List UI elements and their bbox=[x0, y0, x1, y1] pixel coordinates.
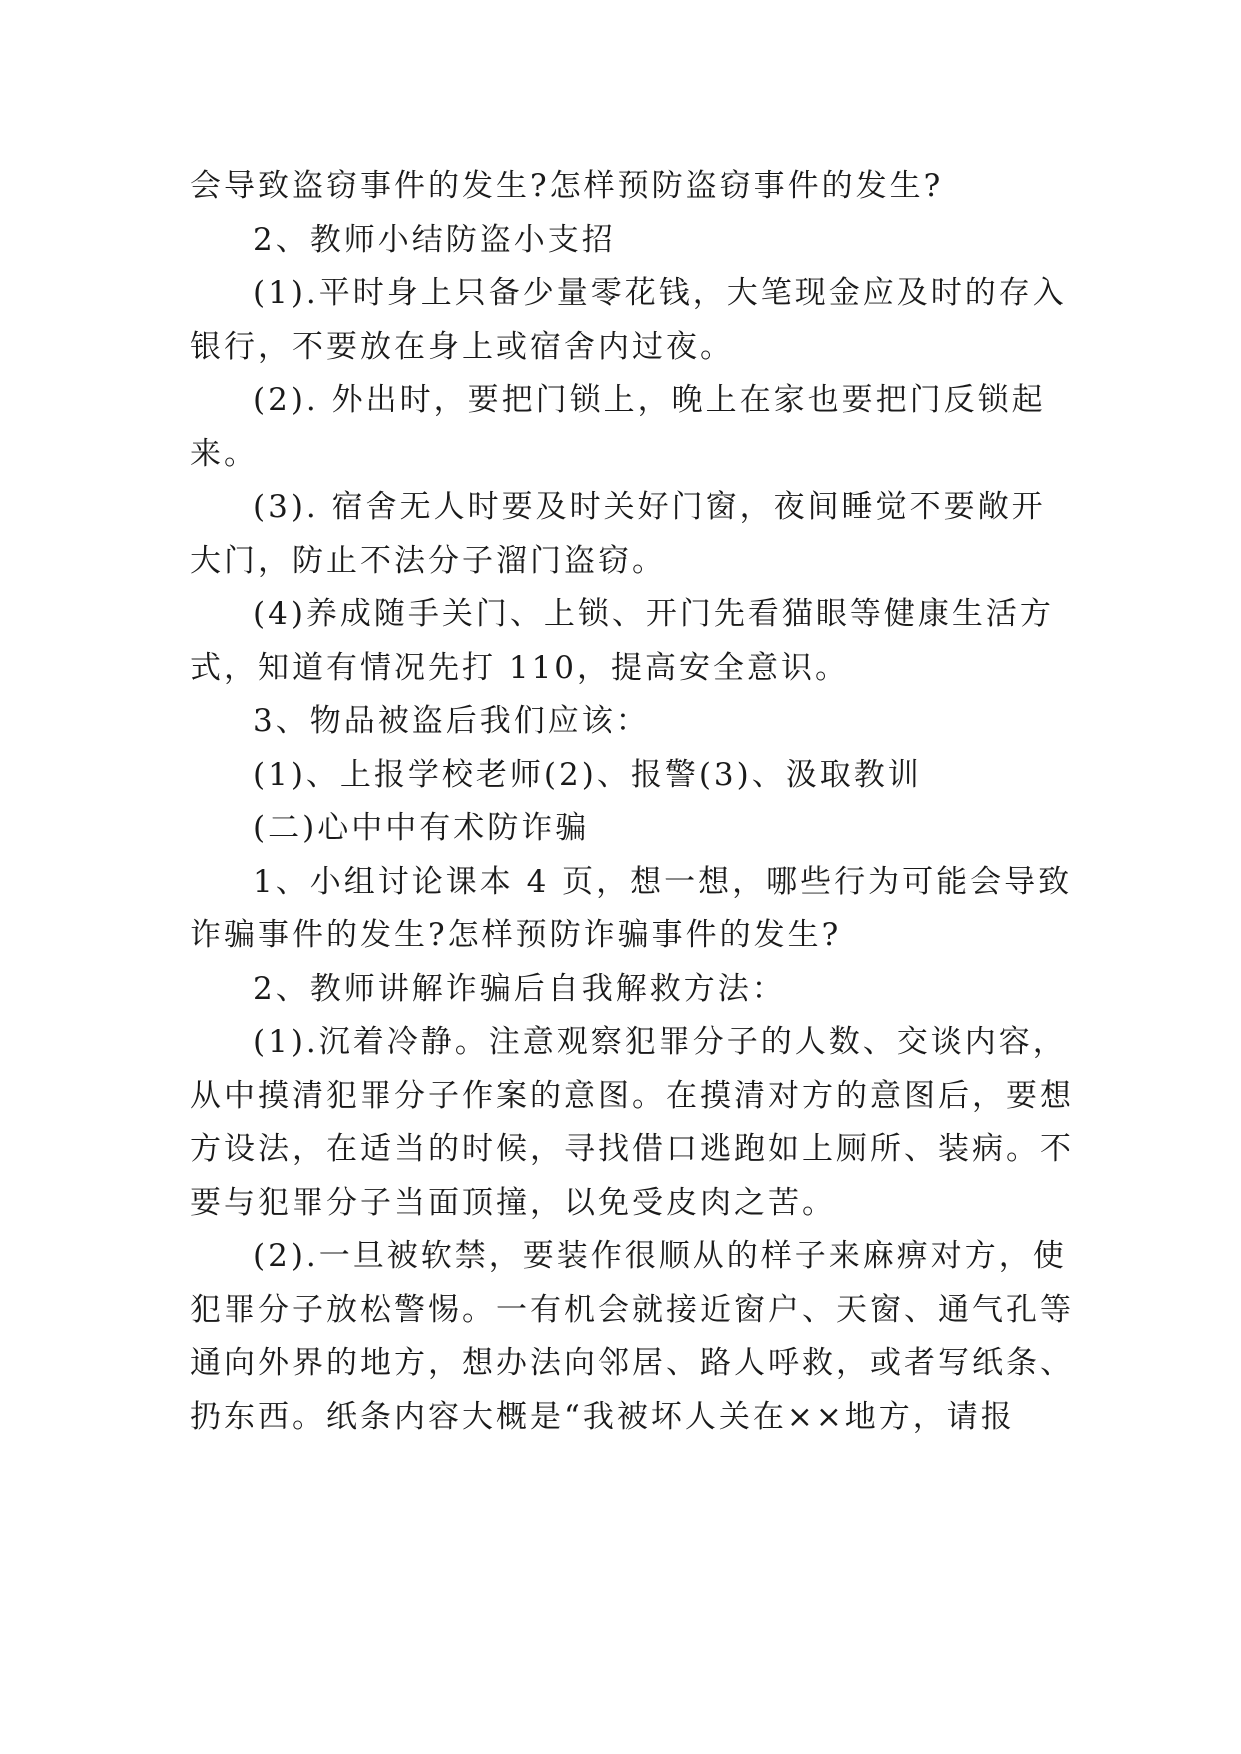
text-line: 要与犯罪分子当面顶撞，以免受皮肉之苦。 bbox=[190, 1185, 836, 1221]
text-line: 2、教师小结防盗小支招 bbox=[253, 222, 616, 258]
text-line: (二)心中中有术防诈骗 bbox=[253, 810, 590, 846]
text-line: 会导致盗窃事件的发生?怎样预防盗窃事件的发生? bbox=[190, 168, 944, 204]
text-line: 犯罪分子放松警惕。一有机会就接近窗户、天窗、通气孔等 bbox=[190, 1292, 1074, 1328]
text-line: 银行，不要放在身上或宿舍内过夜。 bbox=[190, 329, 734, 365]
text-line: (1).平时身上只备少量零花钱，大笔现金应及时的存入 bbox=[253, 275, 1067, 311]
text-line: (1)、上报学校老师(2)、报警(3)、汲取教训 bbox=[253, 757, 922, 793]
text-line: 式，知道有情况先打 110，提高安全意识。 bbox=[190, 650, 850, 686]
text-line: 从中摸清犯罪分子作案的意图。在摸清对方的意图后，要想 bbox=[190, 1078, 1074, 1114]
text-line: 来。 bbox=[190, 436, 258, 472]
text-line: 方设法，在适当的时候，寻找借口逃跑如上厕所、装病。不 bbox=[190, 1131, 1074, 1167]
text-line: (4)养成随手关门、上锁、开门先看猫眼等健康生活方 bbox=[253, 596, 1054, 632]
text-line: 3、物品被盗后我们应该： bbox=[253, 703, 650, 739]
text-line: (1).沉着冷静。注意观察犯罪分子的人数、交谈内容， bbox=[253, 1024, 1067, 1060]
text-line: 扔东西。纸条内容大概是“我被坏人关在××地方，请报 bbox=[190, 1399, 1015, 1435]
text-line: (3). 宿舍无人时要及时关好门窗，夜间睡觉不要敞开 bbox=[253, 489, 1046, 525]
text-line: 通向外界的地方，想办法向邻居、路人呼救，或者写纸条、 bbox=[190, 1345, 1074, 1381]
text-line: 1、小组讨论课本 4 页，想一想，哪些行为可能会导致 bbox=[253, 864, 1073, 900]
text-line: (2). 外出时，要把门锁上，晚上在家也要把门反锁起 bbox=[253, 382, 1046, 418]
text-line: (2).一旦被软禁，要装作很顺从的样子来麻痹对方，使 bbox=[253, 1238, 1067, 1274]
text-line: 诈骗事件的发生?怎样预防诈骗事件的发生? bbox=[190, 917, 842, 953]
text-line: 大门，防止不法分子溜门盗窃。 bbox=[190, 543, 666, 579]
text-line: 2、教师讲解诈骗后自我解救方法： bbox=[253, 971, 786, 1007]
